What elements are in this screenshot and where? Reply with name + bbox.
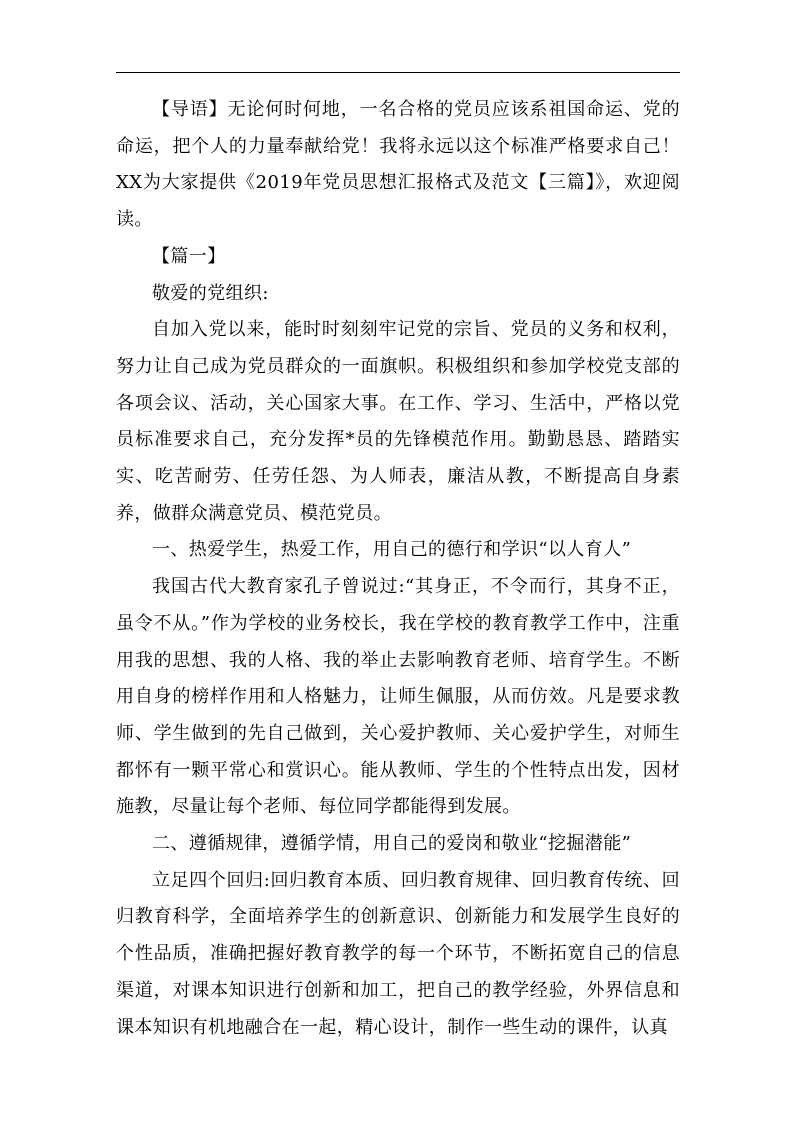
- subheading-1: 一、热爱学生，热爱工作，用自己的德行和学识“以人育人”: [152, 539, 632, 561]
- body-paragraph: 我国古代大教育家孔子曾说过:“其身正，不令而行，其身不正，虽令不从。”作为学校的业务校长，我在学校的教育教学工作中，注重用我的思想、我的人格、我的举止去影响教育老师、培育学生。不断用自身的榜样作用和人格魅力，让师生佩服，从而仿效。凡是要求教师、学生做到的先自己做到，关心爱护教师、关心爱护学生，对师生都怀有一颗平常心和赏识心。能从教师、学生的个性特点出发，因材施教，尽量让每个老师、每位同学都能得到发展。: [116, 576, 680, 818]
- document-body: [116, 92, 680, 1046]
- body-paragraph: 自加入党以来，能时时刻刻牢记党的宗旨、党员的义务和权利，努力让自己成为党员群众的一面旗帜。积极组织和参加学校党支部的各项会议、活动，关心国家大事。在工作、学习、生活中，严格以党员标准要求自己，充分发挥*员的先锋模范作用。勤勤恳恳、踏踏实实、吃苦耐劳、任劳任怨、为人师表，廉洁从教，不断提高自身素养，做群众满意党员、模范党员。: [116, 319, 680, 524]
- salutation: 敬爱的党组织:: [152, 282, 269, 304]
- intro-paragraph: 【导语】无论何时何地，一名合格的党员应该系祖国命运、党的命运，把个人的力量奉献给党！我将永远以这个标准严格要求自己！XX为大家提供《2019年党员思想汇报格式及范文【三篇】》，欢迎阅读。: [116, 99, 680, 231]
- subheading-2: 二、遵循规律，遵循学情，用自己的爱岗和敬业“挖掘潜能”: [152, 833, 632, 855]
- header-rule: [116, 72, 680, 73]
- section-heading: 【篇一】: [152, 245, 226, 267]
- body-paragraph: 立足四个回归:回归教育本质、回归教育规律、回归教育传统、回归教育科学，全面培养学生的创新意识、创新能力和发展学生良好的个性品质，准确把握好教育教学的每一个环节，不断拓宽自己的信息渠道，对课本知识进行创新和加工，把自己的教学经验，外界信息和课本知识有机地融合在一起，精心设计，制作一些生动的课件，认真: [116, 869, 680, 1038]
